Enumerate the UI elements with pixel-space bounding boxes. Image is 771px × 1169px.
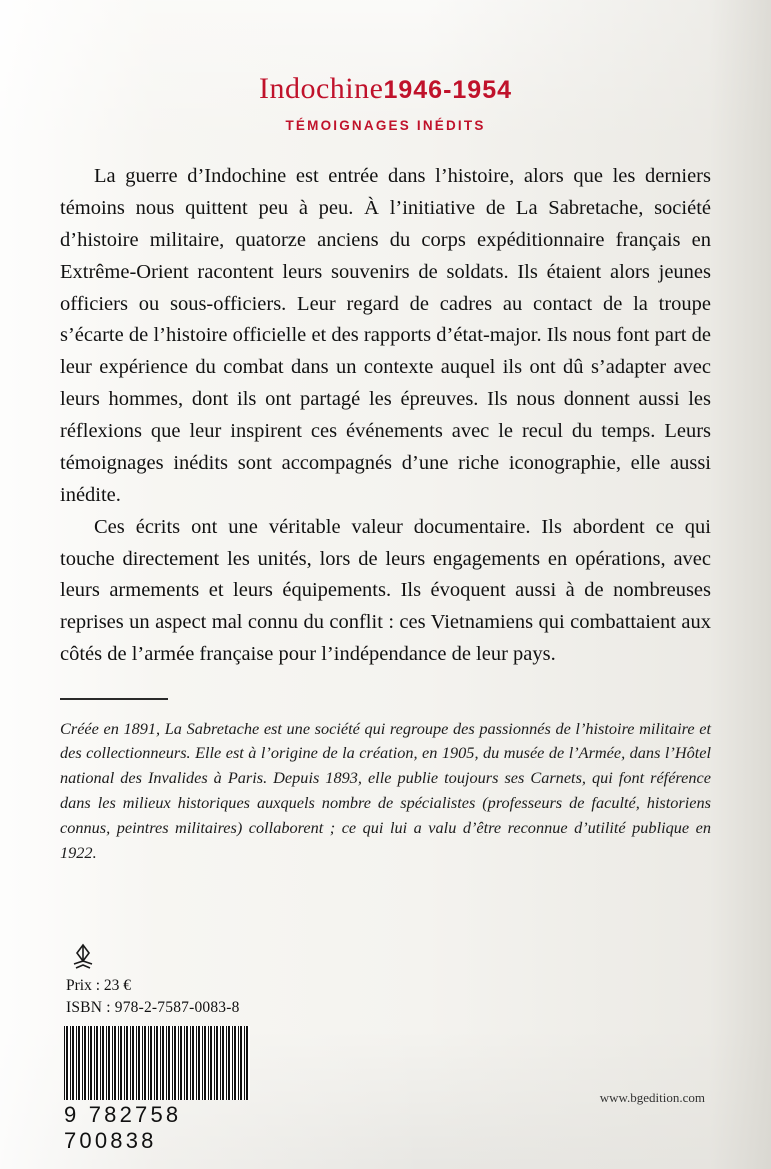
title-block <box>60 72 711 133</box>
price-label: Prix : 23 € <box>66 977 132 994</box>
barcode-number: 9 782758 700838 <box>64 1102 182 1153</box>
isbn-label: ISBN : 978-2-7587-0083-8 <box>66 999 240 1016</box>
publisher-mark-icon <box>66 942 100 972</box>
book-title <box>60 72 711 105</box>
barcode <box>64 1026 254 1154</box>
book-subtitle: TÉMOIGNAGES INÉDITS <box>285 118 486 133</box>
publisher-website: www.bgedition.com <box>599 1090 705 1105</box>
footer <box>60 942 711 1154</box>
divider <box>60 698 168 700</box>
book-title-main: Indochine <box>258 72 384 105</box>
publisher-note-text: Créée en 1891, La Sabretache est une société qui regroupe des passionnés de l’histoire militaire et des collectionneurs. Elle est à l’origine de la création, en 1905, du musée de l’Armée, dans l’Hôtel national des Invalides à Paris. Depuis 1893, elle publie toujours ses Carnets, qui font référence dans les milieux historiques auxquels nombre de spécialistes (professeurs de faculté, historiens connus, peintres militaires) collaborent ; ce qui lui a valu d’être reconnue d’utilité publique en 1922. <box>60 718 711 863</box>
book-title-years: 1946-1954 <box>383 76 513 104</box>
barcode-bars-icon <box>64 1026 250 1100</box>
blurb-paragraph-1: La guerre d’Indochine est entrée dans l’histoire, alors que les derniers témoins nous quittent peu à peu. À l’initiative de La Sabretache, société d’histoire militaire, quatorze anciens du corps expéditionnaire français en Extrême-Orient racontent leurs souvenirs de soldats. Ils étaient alors jeunes officiers ou sous-officiers. Leur regard de cadres au contact de la troupe s’écarte de l’histoire officielle et des rapports d’état-major. Ils nous font part de leur expérience du combat dans un contexte auquel ils ont dû s’adapter avec leurs hommes, dont ils ont partagé les épreuves. Ils nous donnent aussi les réflexions que leur inspirent ces événements avec le recul du temps. Leurs témoignages inédits sont accompagnés d’une riche iconographie, elle aussi inédite. <box>60 165 711 506</box>
publisher-note <box>60 717 711 867</box>
back-cover-content <box>60 0 711 1169</box>
blurb-paragraph-2: Ces écrits ont une véritable valeur documentaire. Ils abordent ce qui touche directement les unités, lors de leurs engagements en opérations, avec leurs armements et leurs équipements. Ils évoquent aussi à de nombreuses reprises un aspect mal connu du conflit : ces Vietnamiens qui combattaient aux côtés de l’armée française pour l’indépendance de leur pays. <box>60 515 711 666</box>
blurb <box>60 161 711 671</box>
